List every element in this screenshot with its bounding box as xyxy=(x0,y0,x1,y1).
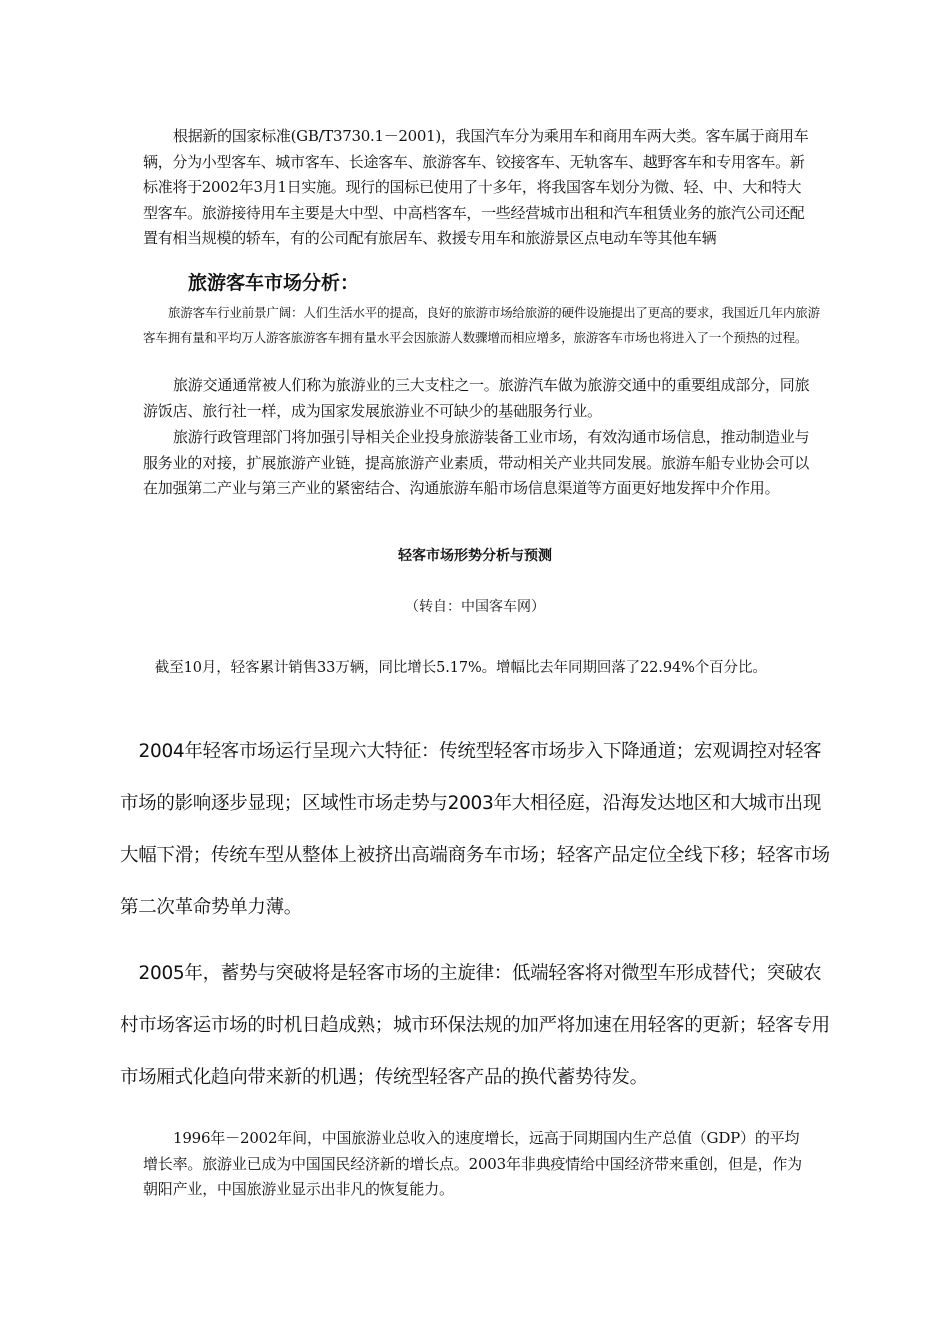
features-2004-paragraph: 2004年轻客市场运行呈现六大特征：传统型轻客市场步入下降通道；宏观调控对轻客市场的影响逐步显现；区域性市场走势与2003年大相径庭，沿海发达地区和大城市出现大幅下滑；传统车型从整体上被挤出高端商务车市场；轻客产品定位全线下移；轻客市场第二次革命势单力薄。 xyxy=(120,741,830,918)
outlook-2005-paragraph: 2005年，蓄势与突破将是轻客市场的主旋律：低端轻客将对微型车形成替代；突破农村市场客运市场的时机日趋成熟；城市环保法规的加严将加速在用轻客的更新；轻客专用市场厢式化趋向带来新的机遇；传统型轻客产品的换代蓄势待发。 xyxy=(120,963,830,1088)
tourism-income-paragraph: 1996年－2002年间，中国旅游业总收入的速度增长，远高于同期国内生产总值（GDP）的平均增长率。旅游业已成为中国国民经济新的增长点。2003年非典疫情给中国经济带来重创，但是，作为朝阳产业，中国旅游业显示出非凡的恢复能力。 xyxy=(143,1129,802,1198)
article-title: 轻客市场形势分析与预测 xyxy=(398,548,552,564)
sales-paragraph: 截至10月，轻客累计销售33万辆，同比增长5.17%。增幅比去年同期回落了22.94%个百分比。 xyxy=(154,660,767,676)
prospect-paragraph: 旅游客车行业前景广阔：人们生活水平的提高，良好的旅游市场给旅游的硬件设施提出了更高的要求，我国近几年内旅游客车拥有量和平均万人游客旅游客车拥有量水平会因旅游人数骤增而相应增多，旅游客车市场也将进入了一个预热的过程。 xyxy=(143,305,820,345)
admin-paragraph: 旅游行政管理部门将加强引导相关企业投身旅游装备工业市场，有效沟通市场信息，推动制造业与服务业的对接，扩展旅游产业链，提高旅游产业素质，带动相关产业共同发展。旅游车船专业协会可以在加强第二产业与第三产业的紧密结合、沟通旅游车船市场信息渠道等方面更好地发挥中介作用。 xyxy=(143,428,810,497)
section-heading: 旅游客车市场分析： xyxy=(188,272,360,294)
intro-paragraph: 根据新的国家标准(GB/T3730.1－2001)，我国汽车分为乘用车和商用车两大类。客车属于商用车辆，分为小型客车、城市客车、长途客车、旅游客车、铰接客车、无轨客车、越野客车和专用客车。新标准将于2002年3月1日实施。现行的国标已使用了十多年，将我国客车划分为微、轻、中、大和特大型客车。旅游接待用车主要是大中型、中高档客车，一些经营城市出租和汽车租赁业务的旅汽公司还配置有相当规模的轿车，有的公司配有旅居车、救援专用车和旅游景区点电动车等其他车辆 xyxy=(143,127,809,247)
article-source: （转自：中国客车网） xyxy=(405,599,545,615)
pillar-paragraph: 旅游交通通常被人们称为旅游业的三大支柱之一。旅游汽车做为旅游交通中的重要组成部分，同旅游饭店、旅行社一样，成为国家发展旅游业不可缺少的基础服务行业。 xyxy=(143,376,810,420)
